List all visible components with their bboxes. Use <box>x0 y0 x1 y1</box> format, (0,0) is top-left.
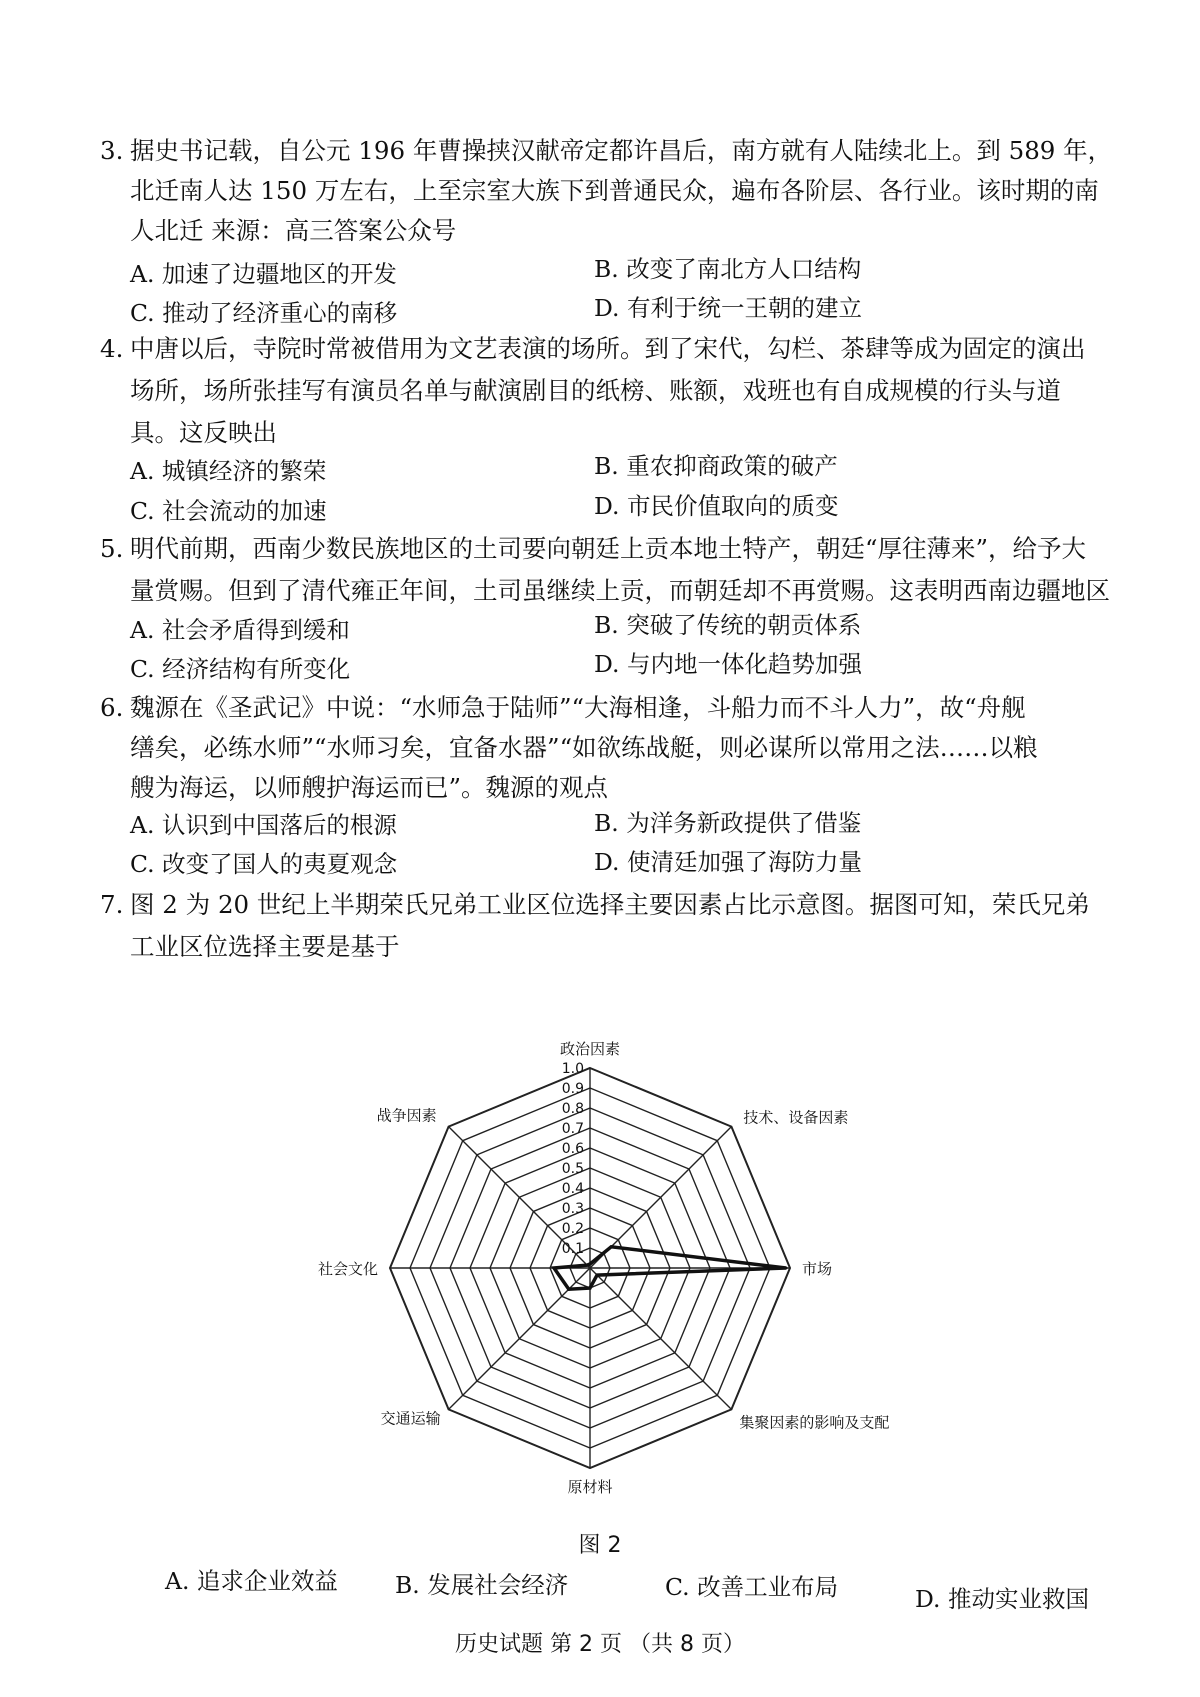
tick-label: 0.9 <box>561 1081 584 1097</box>
option-b: B. 突破了传统的朝贡体系 <box>594 611 862 639</box>
category-label: 集聚因素的影响及支配 <box>739 1413 890 1432</box>
option-d: D. 推动实业救国 <box>915 1585 1089 1613</box>
tick-label: 0.7 <box>561 1121 584 1137</box>
option-c: C. 社会流动的加速 <box>130 497 327 525</box>
question-text-line: 具。这反映出 <box>130 418 277 447</box>
tick-label: 0.4 <box>561 1181 584 1197</box>
tick-label: 0.5 <box>561 1161 584 1177</box>
question-text-line: 据史书记载，自公元 196 年曹操挟汉献帝定都许昌后，南方就有人陆续北上。到 589 年， <box>130 136 1113 165</box>
option-b: B. 为洋务新政提供了借鉴 <box>594 809 862 837</box>
data-point <box>785 1267 788 1270</box>
tick-label: 0.3 <box>561 1201 584 1217</box>
question-text-line: 场所，场所张挂写有演员名单与献演剧目的纸榜、账额，戏班也有自成规模的行头与道 <box>130 376 1061 405</box>
category-label: 技术、设备因素 <box>743 1108 849 1127</box>
question-number: 7. <box>100 890 124 919</box>
option-d: D. 与内地一体化趋势加强 <box>594 650 862 678</box>
question-text-line: 明代前期，西南少数民族地区的土司要向朝廷上贡本地土特产，朝廷“厚往薄来”，给予大 <box>130 534 1087 563</box>
data-point <box>589 1287 592 1290</box>
option-d: D. 使清廷加强了海防力量 <box>594 848 862 876</box>
category-label: 市场 <box>802 1260 833 1278</box>
data-point <box>567 1288 570 1291</box>
option-a: A. 城镇经济的繁荣 <box>130 457 327 485</box>
option-c: C. 经济结构有所变化 <box>130 655 351 683</box>
question-number: 6. <box>100 693 124 722</box>
option-a: A. 认识到中国落后的根源 <box>130 811 397 839</box>
option-a: A. 加速了边疆地区的开发 <box>130 260 397 288</box>
question-text-line: 中唐以后，寺院时常被借用为文艺表演的场所。到了宋代，勾栏、茶肆等成为固定的演出 <box>130 334 1086 363</box>
question-number: 4. <box>100 334 124 363</box>
question-text-line: 人北迁 来源：高三答案公众号 <box>130 216 457 245</box>
question-number: 3. <box>100 136 124 165</box>
category-label: 原材料 <box>567 1478 613 1496</box>
tick-label: 0.6 <box>561 1141 584 1157</box>
tick-label: 1.0 <box>561 1061 584 1077</box>
data-point <box>589 1263 592 1266</box>
data-point <box>553 1267 556 1270</box>
question-text-line: 魏源在《圣武记》中说：“水师急于陆师”“大海相逢，斗船力而不斗人力”，故“舟舰 <box>130 693 1026 722</box>
tick-label: 0.8 <box>561 1101 584 1117</box>
category-label: 社会文化 <box>317 1260 378 1278</box>
question-number: 5. <box>100 534 124 563</box>
radar-chart-svg <box>280 1018 920 1518</box>
option-b: B. 发展社会经济 <box>395 1571 569 1599</box>
option-d: D. 市民价值取向的质变 <box>594 492 839 520</box>
option-c: C. 改变了国人的夷夏观念 <box>130 850 398 878</box>
option-a: A. 追求企业效益 <box>165 1567 338 1595</box>
option-b: B. 重农抑商政策的破产 <box>594 452 838 480</box>
tick-label: 0.2 <box>561 1221 584 1237</box>
data-point <box>586 1264 589 1267</box>
option-c: C. 改善工业布局 <box>665 1573 839 1601</box>
question-text-line: 量赏赐。但到了清代雍正年间，土司虽继续上贡，而朝廷却不再赏赐。这表明西南边疆地区 <box>130 576 1110 605</box>
question-text-line: 艘为海运，以师艘护海运而已”。魏源的观点 <box>130 773 609 802</box>
category-label: 政治因素 <box>559 1040 621 1058</box>
option-a: A. 社会矛盾得到缓和 <box>130 616 350 644</box>
radar-chart <box>280 1018 920 1522</box>
option-b: B. 改变了南北方人口结构 <box>594 255 862 283</box>
option-c: C. 推动了经济重心的南移 <box>130 299 398 327</box>
option-d: D. 有利于统一王朝的建立 <box>594 294 862 322</box>
question-text-line: 缮矣，必练水师”“水师习矣，宜备水器”“如欲练战艇，则必谋所以常用之法……以粮 <box>130 733 1038 762</box>
tick-label: 0.1 <box>561 1241 584 1257</box>
figure-caption: 图 2 <box>578 1533 622 1558</box>
question-text-line: 北迁南人达 150 万左右，上至宗室大族下到普通民众，遍布各阶层、各行业。该时期的南 <box>130 176 1099 205</box>
page-footer: 历史试题 第 2 页 （共 8 页） <box>455 1632 745 1657</box>
data-point <box>596 1274 599 1277</box>
question-text-line: 工业区位选择主要是基于 <box>130 932 400 961</box>
category-label: 交通运输 <box>380 1409 441 1428</box>
question-text-line: 图 2 为 20 世纪上半期荣氏兄弟工业区位选择主要因素占比示意图。据图可知，荣氏兄弟 <box>130 890 1090 919</box>
category-label: 战争因素 <box>376 1106 437 1125</box>
data-point <box>610 1245 613 1248</box>
